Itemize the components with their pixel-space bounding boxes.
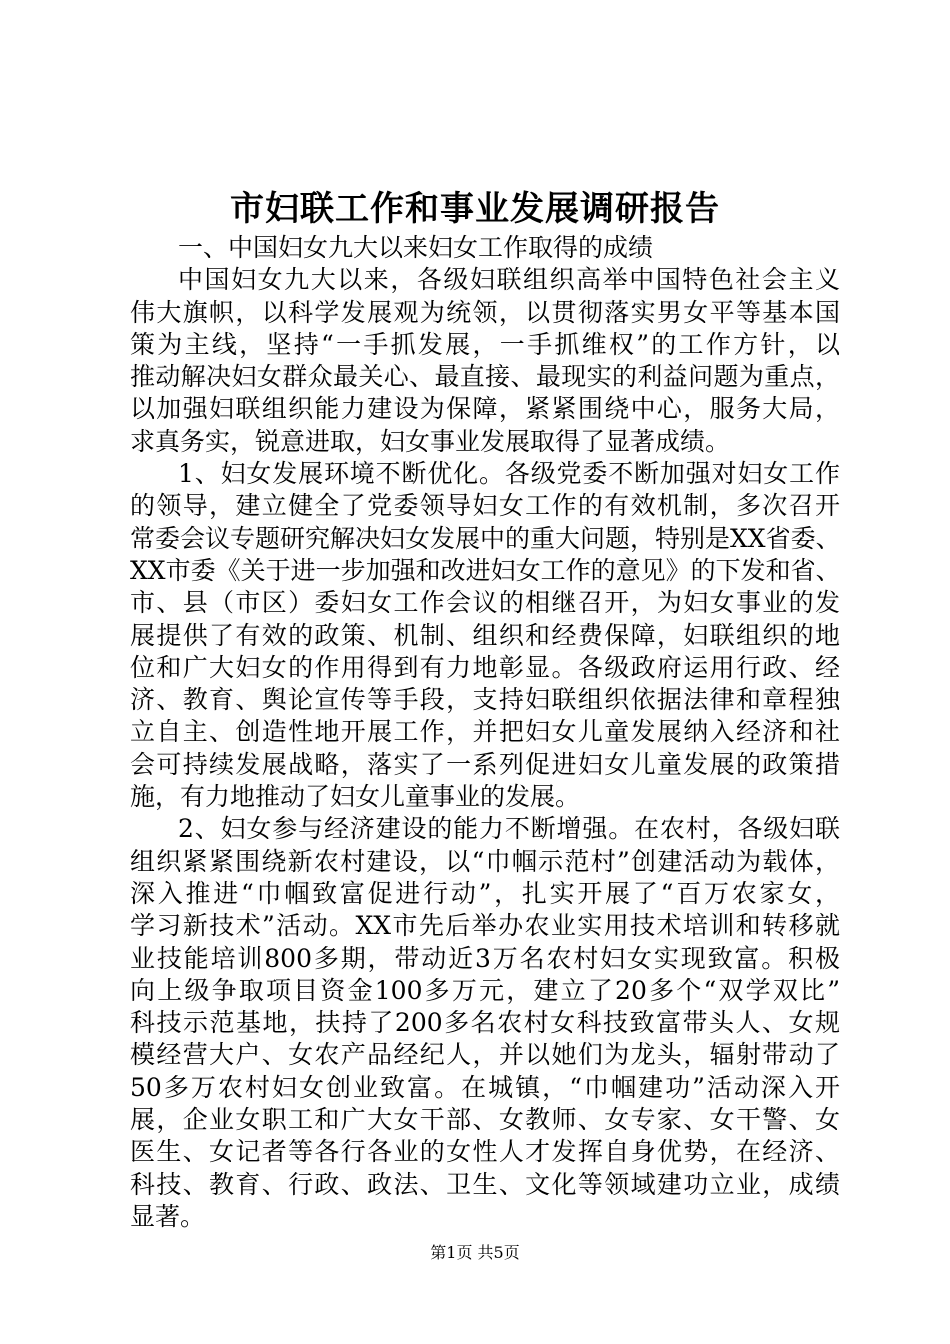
- text-line: 组织紧紧围绕新农村建设，以“巾帼示范村”创建活动为载体，: [130, 846, 840, 876]
- text-line: 1、妇女发展环境不断优化。各级党委不断加强对妇女工作: [178, 459, 840, 489]
- page-number-footer: 第1页 共5页: [430, 1243, 520, 1262]
- text-line: 立自主、创造性地开展工作，并把妇女儿童发展纳入经济和社: [130, 717, 840, 747]
- text-line: 展提供了有效的政策、机制、组织和经费保障，妇联组织的地: [130, 620, 840, 650]
- text-line: 位和广大妇女的作用得到有力地彰显。各级政府运用行政、经: [130, 652, 840, 682]
- text-line: 会可持续发展战略，落实了一系列促进妇女儿童发展的政策措: [130, 749, 840, 779]
- text-line: 2、妇女参与经济建设的能力不断增强。在农村，各级妇联: [178, 814, 840, 844]
- section-heading: [130, 232, 840, 264]
- text-line: 策为主线，坚持“一手抓发展，一手抓维权”的工作方针，以: [130, 329, 840, 359]
- text-line: 50多万农村妇女创业致富。在城镇，“巾帼建功”活动深入开: [130, 1072, 840, 1102]
- text-line: 向上级争取项目资金100多万元，建立了20多个“双学双比”: [130, 975, 840, 1005]
- text-line: 科技示范基地，扶持了200多名农村女科技致富带头人、女规: [130, 1008, 840, 1038]
- text-line: 展，企业女职工和广大女干部、女教师、女专家、女干警、女: [130, 1105, 840, 1135]
- text-line: XX市委《关于进一步加强和改进妇女工作的意见》的下发和省、: [130, 555, 841, 585]
- text-line: 显著。: [130, 1201, 206, 1231]
- text-line: 模经营大户、女农产品经纪人，并以她们为龙头，辐射带动了: [130, 1040, 840, 1070]
- text-line: 一、中国妇女九大以来妇女工作取得的成绩: [178, 233, 654, 262]
- text-line: 医生、女记者等各行各业的女性人才发挥自身优势，在经济、: [130, 1137, 840, 1167]
- text-line: 推动解决妇女群众最关心、最直接、最现实的利益问题为重点，: [130, 362, 840, 392]
- paragraph: [130, 813, 840, 1233]
- text-line: 深入推进“巾帼致富促进行动”，扎实开展了“百万农家女，: [130, 878, 840, 908]
- document-title: 市妇联工作和事业发展调研报告: [230, 189, 720, 229]
- text-line: 常委会议专题研究解决妇女发展中的重大问题，特别是XX省委、: [130, 523, 841, 553]
- paragraph: [130, 264, 840, 458]
- document-body: [130, 232, 840, 1233]
- text-line: 以加强妇联组织能力建设为保障，紧紧围绕中心，服务大局，: [130, 394, 840, 424]
- paragraph: [130, 458, 840, 813]
- text-line: 的领导，建立健全了党委领导妇女工作的有效机制，多次召开: [130, 491, 840, 521]
- text-line: 伟大旗帜，以科学发展观为统领，以贯彻落实男女平等基本国: [130, 297, 840, 327]
- text-line: 求真务实，锐意进取，妇女事业发展取得了显著成绩。: [130, 426, 731, 456]
- text-line: 业技能培训800多期，带动近3万名农村妇女实现致富。积极: [130, 943, 840, 973]
- text-line: 中国妇女九大以来，各级妇联组织高举中国特色社会主义: [178, 265, 840, 295]
- text-line: 济、教育、舆论宣传等手段，支持妇联组织依据法律和章程独: [130, 685, 840, 715]
- text-line: 施，有力地推动了妇女儿童事业的发展。: [130, 782, 581, 812]
- text-line: 学习新技术”活动。XX市先后举办农业实用技术培训和转移就: [130, 911, 840, 941]
- text-line: 科技、教育、行政、政法、卫生、文化等领域建功立业，成绩: [130, 1169, 840, 1199]
- text-line: 市、县（市区）委妇女工作会议的相继召开，为妇女事业的发: [130, 588, 840, 618]
